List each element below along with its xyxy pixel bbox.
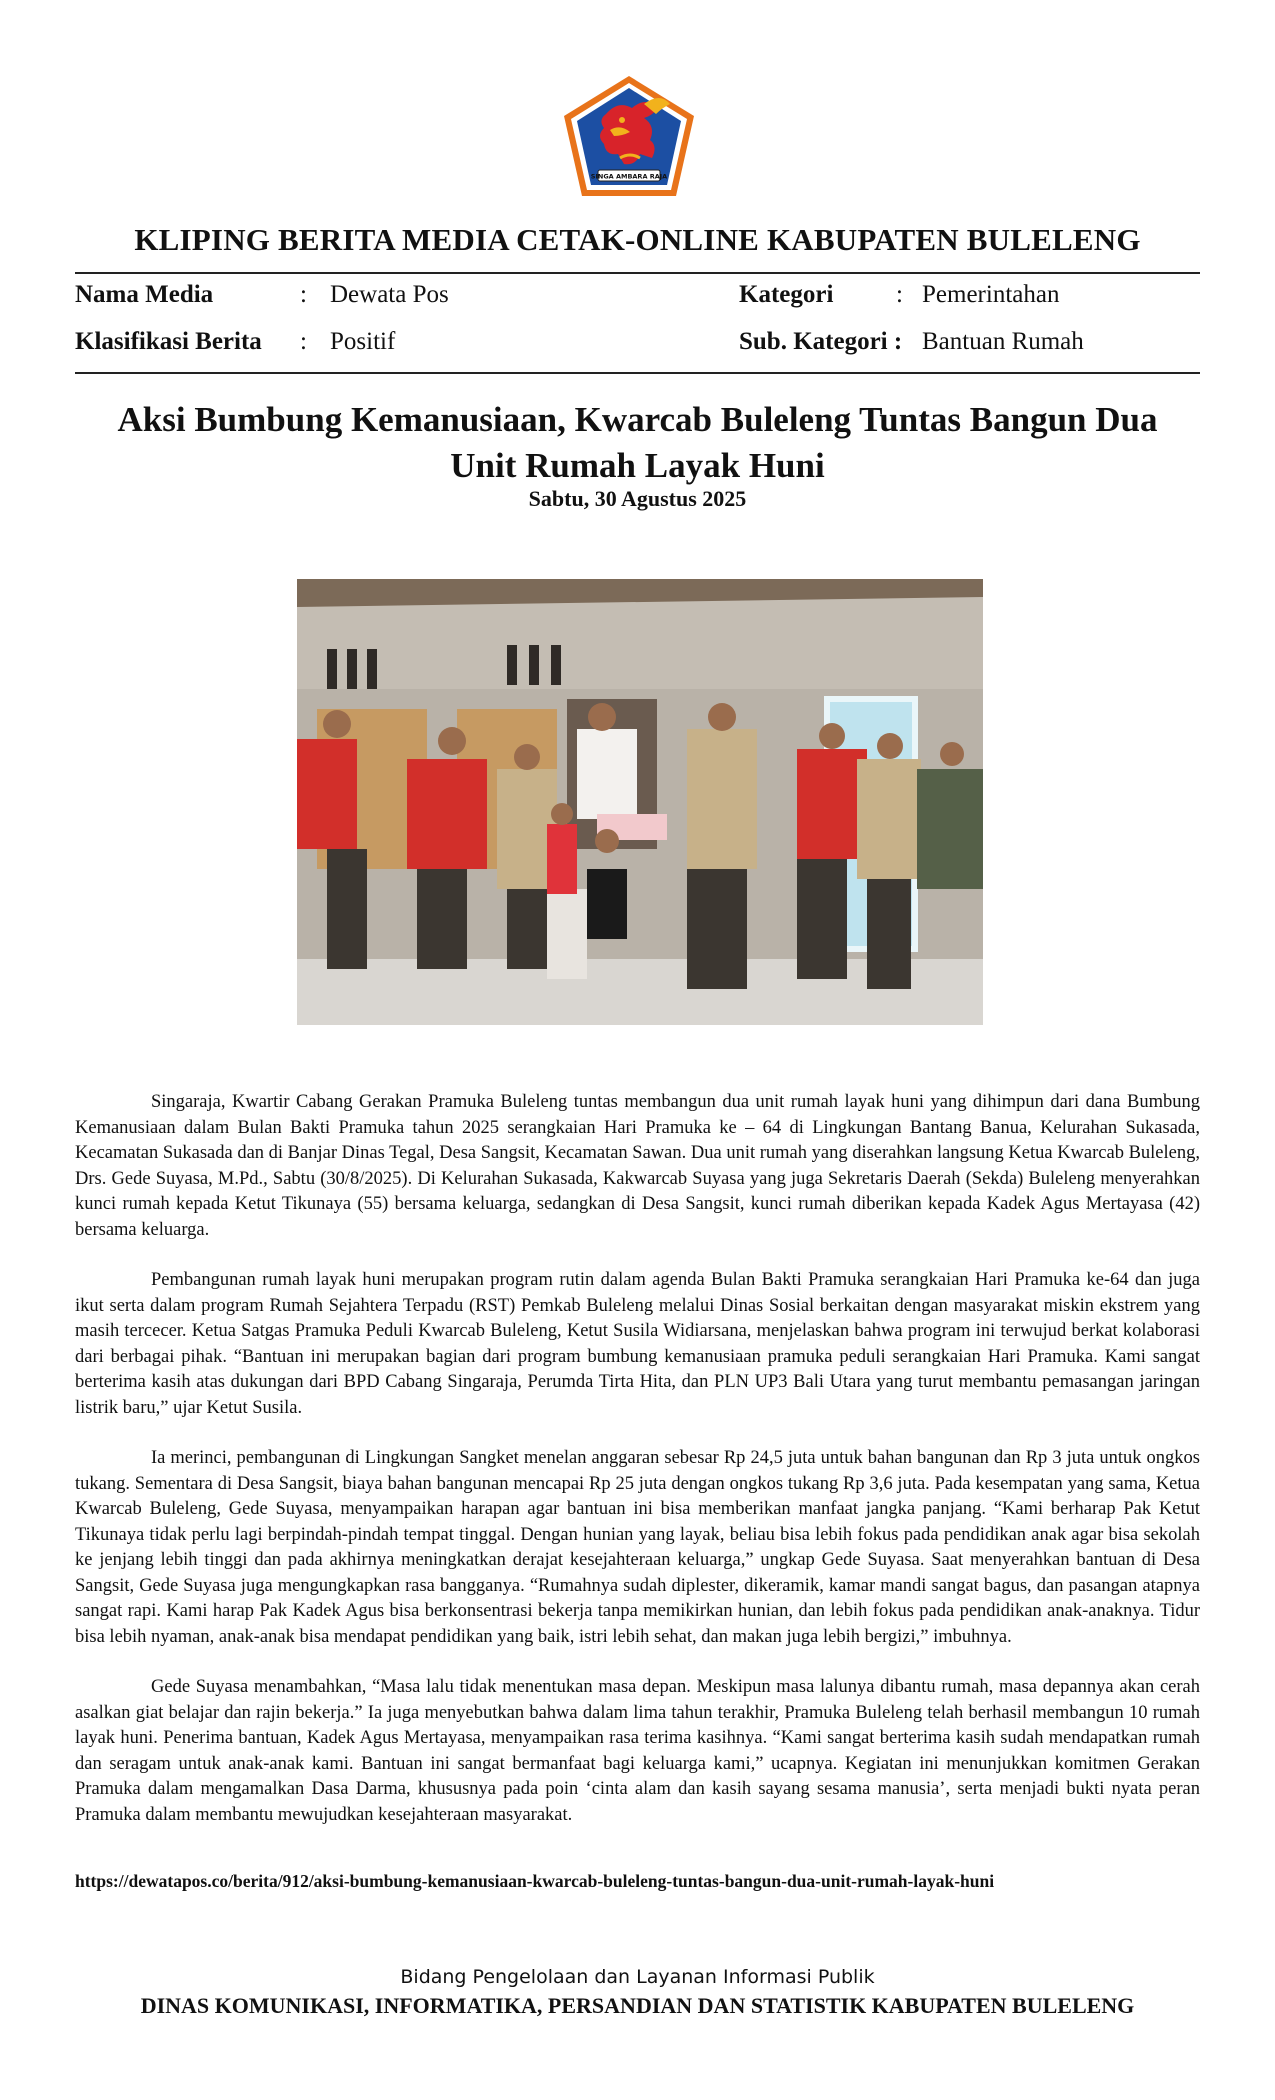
regency-emblem-logo <box>560 74 698 200</box>
header-divider-bottom <box>75 372 1200 374</box>
news-photo <box>297 579 983 1025</box>
meta-value: Positif <box>330 328 396 355</box>
page-title: KLIPING BERITA MEDIA CETAK-ONLINE KABUPATEN BULELENG <box>134 222 1141 257</box>
meta-label: Kategori <box>739 281 834 308</box>
meta-value: Dewata Pos <box>330 281 449 308</box>
meta-colon: : <box>300 281 307 308</box>
meta-kategori <box>739 281 1199 311</box>
meta-label: Klasifikasi Berita <box>75 328 262 355</box>
meta-sub-kategori <box>739 328 1199 358</box>
meta-klasifikasi-berita <box>75 328 635 358</box>
source-url-link[interactable]: https://dewatapos.co/berita/912/aksi-bumbung-kemanusiaan-kwarcab-buleleng-tuntas-bangun-dua-unit-rumah-layak-huni <box>75 1871 995 1891</box>
article-body <box>75 1090 1200 1853</box>
article-paragraph: Singaraja, Kwartir Cabang Gerakan Pramuka Buleleng tuntas membangun dua unit rumah layak huni yang dihimpun dari dana Bumbung Kemanusiaan dalam Bulan Bakti Pramuka tahun 2025 serangkaian Hari Pramuka ke – 64 di Lingkungan Bantang Banua, Kelurahan Sukasada, Kecamatan Sukasada dan di Banjar Dinas Tegal, Desa Sangsit, Kecamatan Sawan. Dua unit rumah yang diserahkan langsung Ketua Kwarcab Buleleng, Drs. Gede Suyasa, M.Pd., Sabtu (30/8/2025). Di Kelurahan Sukasada, Kakwarcab Suyasa yang juga Sekretaris Daerah (Sekda) Buleleng menyerahkan kunci rumah kepada Ketut Tikunaya (55) bersama keluarga, sedangkan di Desa Sangsit, kunci rumah diberikan kepada Kadek Agus Mertayasa (42) bersama keluarga. <box>75 1092 1200 1240</box>
footer-department: Bidang Pengelolaan dan Layanan Informasi Publik <box>400 1966 875 1988</box>
meta-nama-media <box>75 281 635 311</box>
meta-colon: : <box>300 328 307 355</box>
header-divider-top <box>75 272 1200 274</box>
meta-label: Nama Media <box>75 281 214 308</box>
emblem-motto-text: SINGA AMBARA RAJA <box>590 172 668 181</box>
meta-colon: : <box>896 281 903 308</box>
meta-value: Bantuan Rumah <box>922 328 1084 355</box>
article-headline: Aksi Bumbung Kemanusiaan, Kwarcab Buleleng Tuntas Bangun Dua Unit Rumah Layak Huni <box>117 400 1158 485</box>
article-date: Sabtu, 30 Agustus 2025 <box>528 486 747 511</box>
article-paragraph: Ia merinci, pembangunan di Lingkungan Sangket menelan anggaran sebesar Rp 24,5 juta untuk bahan bangunan dan Rp 3 juta untuk ongkos tukang. Sementara di Desa Sangsit, biaya bahan bangunan mencapai Rp 25 juta dengan ongkos tukang Rp 3,6 juta. Pada kesempatan yang sama, Ketua Kwarcab Buleleng, Gede Suyasa, menyampaikan harapan agar bantuan ini bisa memberikan manfaat jangka panjang. “Kami berharap Pak Ketut Tikunaya tidak perlu lagi berpindah-pindah tempat tinggal. Dengan hunian yang layak, beliau bisa lebih fokus pada pendidikan anak agar bisa sekolah ke jenjang lebih tinggi dan pada akhirnya meningkatkan derajat kesejahteraan keluarga,” ungkap Gede Suyasa. Saat menyerahkan bantuan di Desa Sangsit, Gede Suyasa juga mengungkapkan rasa bangganya. “Rumahnya sudah diplester, dikeramik, kamar mandi sangat bagus, dan pasangan atapnya sangat rapi. Kami harap Pak Kadek Agus bisa berkonsentrasi bekerja tanpa memikirkan hunian, dan lebih fokus pada pendidikan anak-anaknya. Tidur bisa lebih nyaman, anak-anak bisa mendapat pendidikan yang baik, istri lebih sehat, dan makan juga lebih bergizi,” imbuhnya. <box>75 1448 1200 1647</box>
meta-label: Sub. Kategori : <box>739 328 903 355</box>
article-paragraph: Gede Suyasa menambahkan, “Masa lalu tidak menentukan masa depan. Meskipun masa lalunya dibantu rumah, masa depannya akan cerah asalkan giat belajar dan rajin bekerja.” Ia juga menyebutkan bahwa dalam lima tahun terakhir, Pramuka Buleleng telah berhasil membangun 10 rumah layak huni. Penerima bantuan, Kadek Agus Mertayasa, menyampaikan rasa terima kasihnya. “Kami sangat berterima kasih sudah mendapatkan rumah dan seragam untuk anak-anak kami. Bantuan ini sangat bermanfaat bagi keluarga kami,” ucapnya. Kegiatan ini menunjukkan komitmen Gerakan Pramuka dalam mengamalkan Dasa Darma, khususnya pada poin ‘cinta alam dan kasih sayang sesama manusia’, serta menjadi bukti nyata peran Pramuka dalam membantu mewujudkan kesejahteraan masyarakat. <box>75 1677 1200 1825</box>
meta-value: Pemerintahan <box>922 281 1060 308</box>
article-paragraph: Pembangunan rumah layak huni merupakan program rutin dalam agenda Bulan Bakti Pramuka serangkaian Hari Pramuka ke-64 dan juga ikut serta dalam program Rumah Sejahtera Terpadu (RST) Pemkab Buleleng melalui Dinas Sosial berkaitan dengan masyarakat miskin ekstrem yang masih tercecer. Ketua Satgas Pramuka Peduli Kwarcab Buleleng, Ketut Susila Widiarsana, menjelaskan bahwa program ini terwujud berkat kolaborasi dari berbagai pihak. “Bantuan ini merupakan bagian dari program bumbung kemanusiaan pramuka peduli serangkaian Hari Pramuka. Kami sangat berterima kasih atas dukungan dari BPD Cabang Singaraja, Perumda Tirta Hita, dan PLN UP3 Bali Utara yang turut membantu pemasangan jaringan listrik baru,” ujar Ketut Susila. <box>75 1270 1200 1418</box>
footer-agency: DINAS KOMUNIKASI, INFORMATIKA, PERSANDIAN DAN STATISTIK KABUPATEN BULELENG <box>140 1993 1135 2018</box>
